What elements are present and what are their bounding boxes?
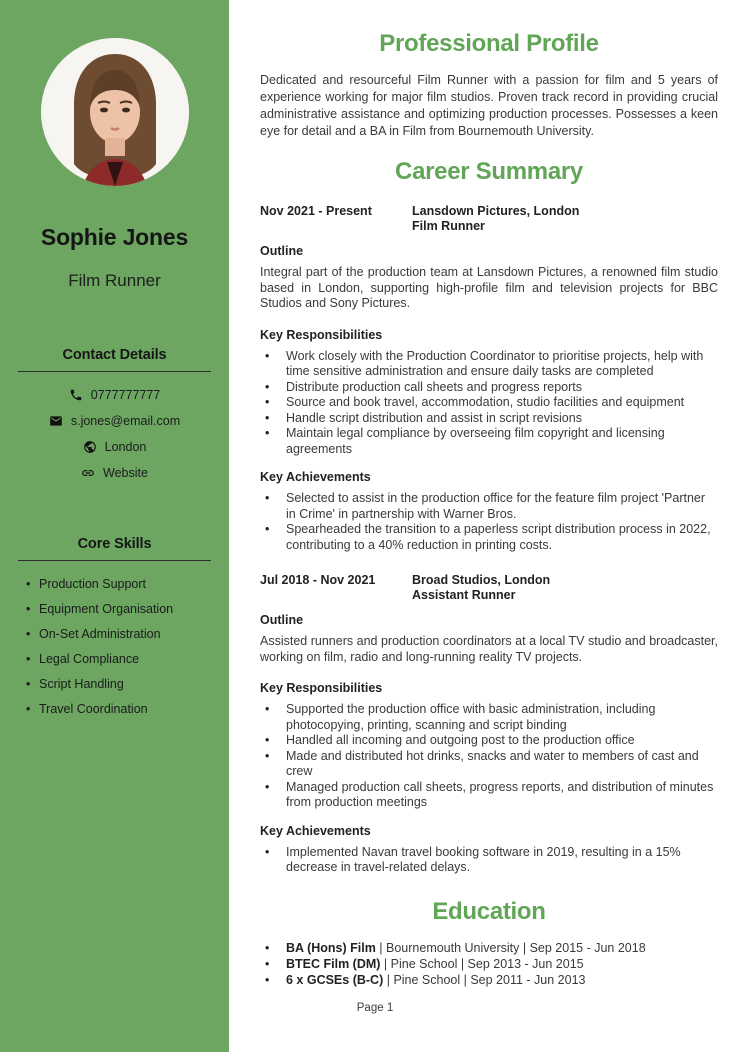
profile-photo-illustration xyxy=(41,38,189,186)
education-list xyxy=(260,940,718,988)
jobs-container xyxy=(260,204,718,876)
education-item xyxy=(260,956,718,972)
responsibility-item: • Handled all incoming and outgoing post to the production office xyxy=(260,733,718,749)
phone-icon xyxy=(69,388,83,402)
job-role: Film Runner xyxy=(412,219,485,233)
globe-icon xyxy=(83,440,97,454)
outline-label: Outline xyxy=(260,613,304,627)
responsibility-item: • Supported the production office with basic administration, including photocopying, printing, scanning and script binding xyxy=(260,702,718,733)
contact-item-website xyxy=(10,466,219,480)
contact-item-email xyxy=(10,414,219,428)
skill-item: • Equipment Organisation xyxy=(26,602,219,617)
job-entry xyxy=(260,204,718,553)
achievements-label: Key Achievements xyxy=(260,470,371,484)
person-name: Sophie Jones xyxy=(40,224,189,250)
skill-item: • On-Set Administration xyxy=(26,627,219,642)
responsibilities-list xyxy=(260,349,718,458)
main-content xyxy=(260,0,718,988)
education-qualification: 6 x GCSEs (B-C) xyxy=(286,972,384,987)
job-company-role xyxy=(412,573,550,603)
job-company: Lansdown Pictures, London xyxy=(412,204,580,218)
contact-section xyxy=(0,347,229,480)
profile-text: Dedicated and resourceful Film Runner with a passion for film and 5 years of experience working for major film studios. Proven track record in providing crucial administrative assistance and optimizing production processes. Possesses a keen eye for detail and a BA in Film from Bournemouth University. xyxy=(260,73,718,138)
contact-website-value: Website xyxy=(103,466,148,480)
responsibilities-label: Key Responsibilities xyxy=(260,327,383,342)
job-header xyxy=(260,204,718,234)
contact-phone-value: 0777777777 xyxy=(90,388,161,402)
education-details: | Pine School | Sep 2013 - Jun 2015 xyxy=(380,956,584,971)
career-section-heading: Career Summary xyxy=(395,158,583,185)
responsibility-item: • Maintain legal compliance by overseeing film copyright and licensing agreements xyxy=(260,426,718,457)
achievements-list xyxy=(260,845,718,876)
job-dates: Jul 2018 - Nov 2021 xyxy=(260,573,376,587)
education-details: | Bournemouth University | Sep 2015 - Jun 2018 xyxy=(375,940,646,955)
profile-photo xyxy=(41,38,189,186)
education-section-heading: Education xyxy=(432,897,546,925)
contact-location-value: London xyxy=(104,440,147,454)
contact-heading: Contact Details xyxy=(62,347,167,363)
achievements-label: Key Achievements xyxy=(260,823,371,838)
responsibility-item: • Managed production call sheets, progress reports, and distribution of minutes from production meetings xyxy=(260,780,718,811)
skill-item: • Legal Compliance xyxy=(26,652,219,667)
education-item xyxy=(260,940,718,956)
job-dates: Nov 2021 - Present xyxy=(260,204,372,218)
responsibility-item: • Distribute production call sheets and progress reports xyxy=(260,380,718,396)
education-item xyxy=(260,972,718,988)
responsibility-item: • Work closely with the Production Coordinator to prioritise projects, help with time sensitive administration and ensure daily tasks are completed xyxy=(260,349,718,380)
contact-item-location xyxy=(10,440,219,454)
job-outline: Assisted runners and production coordinators at a local TV studio and broadcaster, working on film, radio and long-running reality TV projects. xyxy=(260,634,718,664)
achievement-item: • Selected to assist in the production office for the feature film project 'Partner in Crime' in partnership with Warner Bros. xyxy=(260,491,718,522)
job-company: Broad Studios, London xyxy=(412,573,551,587)
responsibility-item: • Source and book travel, accommodation, studio facilities and equipment xyxy=(260,395,718,411)
link-icon xyxy=(81,466,95,480)
achievements-list xyxy=(260,491,718,553)
responsibilities-list xyxy=(260,702,718,811)
skills-divider xyxy=(18,560,211,561)
contact-email-value: s.jones@email.com xyxy=(70,414,181,428)
skill-item: • Production Support xyxy=(26,577,219,592)
responsibility-item: • Made and distributed hot drinks, snacks and water to members of cast and crew xyxy=(260,749,718,780)
sidebar xyxy=(0,0,229,1052)
skill-item: • Script Handling xyxy=(26,677,219,692)
achievement-item: • Spearheaded the transition to a paperless script distribution process in 2022, contributing to a 40% reduction in printing costs. xyxy=(260,522,718,553)
job-entry xyxy=(260,573,718,876)
job-header xyxy=(260,573,718,603)
education-qualification: BA (Hons) Film xyxy=(286,940,376,955)
contact-item-phone xyxy=(10,388,219,402)
skills-heading: Core Skills xyxy=(77,536,152,552)
skills-section xyxy=(0,536,229,717)
job-role: Assistant Runner xyxy=(412,588,516,602)
job-company-role xyxy=(412,204,579,234)
contact-divider xyxy=(18,371,211,372)
contact-list xyxy=(0,388,229,480)
responsibility-item: • Handle script distribution and assist in script revisions xyxy=(260,411,718,427)
responsibilities-label: Key Responsibilities xyxy=(260,681,383,695)
skill-item: • Travel Coordination xyxy=(26,702,219,717)
email-icon xyxy=(49,414,63,428)
outline-label: Outline xyxy=(260,244,304,258)
page-number: Page 1 xyxy=(356,1002,394,1014)
job-outline: Integral part of the production team at Lansdown Pictures, a renowned film studio based in London, supporting high-profile film and television projects for BBC Studios and Sony Pictures. xyxy=(260,265,718,310)
person-job-title: Film Runner xyxy=(68,271,161,290)
education-qualification: BTEC Film (DM) xyxy=(286,956,381,971)
education-details: | Pine School | Sep 2011 - Jun 2013 xyxy=(383,972,586,987)
skills-list xyxy=(26,577,219,717)
profile-section-heading: Professional Profile xyxy=(379,30,599,57)
achievement-item: • Implemented Navan travel booking software in 2019, resulting in a 15% decrease in travel-related delays. xyxy=(260,845,718,876)
